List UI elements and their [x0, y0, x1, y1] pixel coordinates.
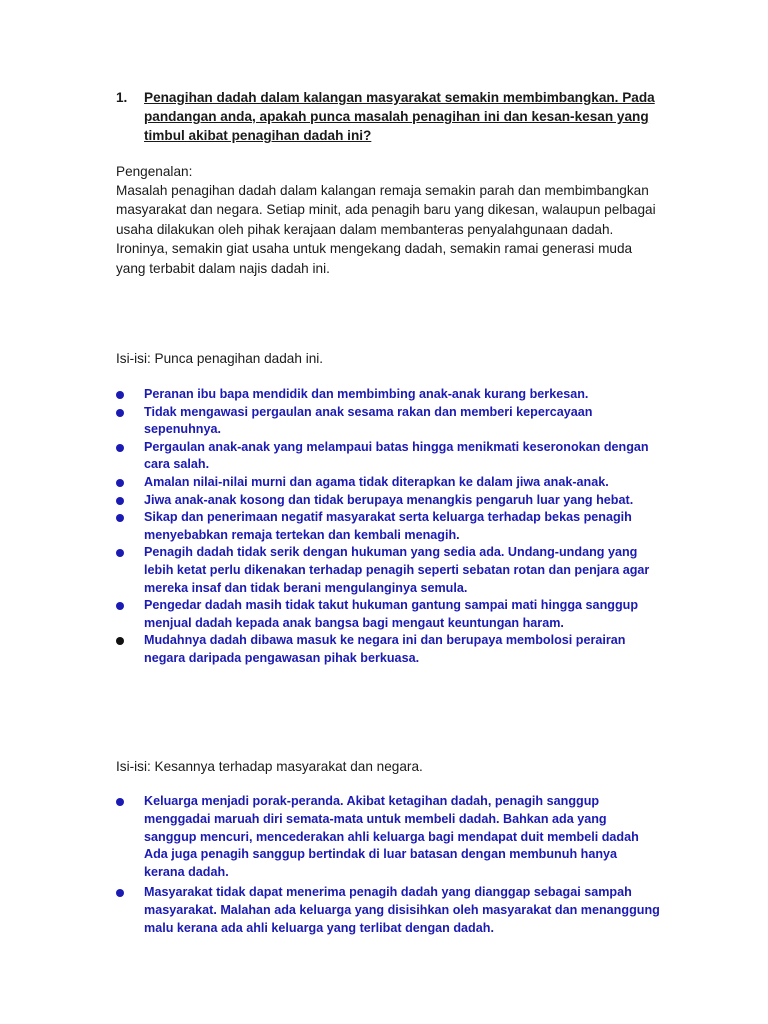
- intro-heading: Pengenalan:: [116, 164, 193, 179]
- bullet-icon: [116, 889, 124, 897]
- list-item: Jiwa anak-anak kosong dan tidak berupaya menangkis pengaruh luar yang hebat.: [116, 492, 661, 510]
- list-item: Peranan ibu bapa mendidik dan membimbing anak-anak kurang berkesan.: [116, 386, 661, 404]
- question-text: Penagihan dadah dalam kalangan masyarakat semakin membimbangkan. Pada pandangan anda, apakah punca masalah penagihan ini dan kesan-kesan yang timbul akibat penagihan dadah ini?: [144, 90, 655, 143]
- bullet-icon: [116, 444, 124, 452]
- list-item: Masyarakat tidak dapat menerima penagih dadah yang dianggap sebagai sampah masyarakat. Malahan ada keluarga yang disisihkan oleh masyarakat dan menanggung malu kerana ada ahli keluarga yang terlibat dengan dadah.: [116, 884, 661, 937]
- bullet-icon: [116, 409, 124, 417]
- bullet-icon: [116, 602, 124, 610]
- question-block: [116, 88, 676, 145]
- list-item: Amalan nilai-nilai murni dan agama tidak diterapkan ke dalam jiwa anak-anak.: [116, 474, 661, 492]
- list-item: Pengedar dadah masih tidak takut hukuman gantung sampai mati hingga sanggup menjual dadah kepada anak bangsa bagi mengaut keuntungan haram.: [116, 597, 661, 632]
- bullet-icon: [116, 637, 124, 645]
- intro-paragraph: Masalah penagihan dadah dalam kalangan remaja semakin parah dan membimbangkan masyarakat dan negara. Setiap minit, ada penagih baru yang dikesan, walaupun pelbagai usaha dilakukan oleh pihak kerajaan dalam membanteras penyalahgunaan dadah. Ironinya, semakin giat usaha untuk mengekang dadah, semakin ramai generasi muda yang terbabit dalam najis dadah ini.: [116, 183, 656, 276]
- causes-heading: Isi-isi: Punca penagihan dadah ini.: [116, 351, 324, 366]
- list-item: Sikap dan penerimaan negatif masyarakat serta keluarga terhadap bekas penagih menyebabkan remaja tertekan dan kembali menagih.: [116, 509, 661, 544]
- bullet-icon: [116, 391, 124, 399]
- list-item: Penagih dadah tidak serik dengan hukuman yang sedia ada. Undang-undang yang lebih ketat perlu dikenakan terhadap penagih seperti sebatan rotan dan penjara agar mereka insaf dan tidak berani mengulanginya semula.: [116, 544, 661, 597]
- list-item: Keluarga menjadi porak-peranda. Akibat ketagihan dadah, penagih sanggup menggadai maruah diri semata-mata untuk membeli dadah. Bahkan ada yang sanggup mencuri, mencederakan ahli keluarga bagi mendapat duit membeli dadah Ada juga penagih sanggup bertindak di luar batasan dengan membunuh hanya kerana dadah.: [116, 793, 661, 882]
- question-number: 1.: [116, 90, 128, 105]
- effects-list: [116, 793, 661, 937]
- list-item: Pergaulan anak-anak yang melampaui batas hingga menikmati keseronokan dengan cara salah.: [116, 439, 661, 474]
- list-item: Tidak mengawasi pergaulan anak sesama rakan dan memberi kepercayaan sepenuhnya.: [116, 404, 661, 439]
- causes-list: [116, 386, 661, 668]
- bullet-icon: [116, 514, 124, 522]
- effects-heading: Isi-isi: Kesannya terhadap masyarakat dan negara.: [116, 759, 423, 774]
- bullet-icon: [116, 549, 124, 557]
- bullet-icon: [116, 798, 124, 806]
- bullet-icon: [116, 497, 124, 505]
- list-item: Mudahnya dadah dibawa masuk ke negara ini dan berupaya membolosi perairan negara daripada pengawasan pihak berkuasa.: [116, 632, 661, 667]
- bullet-icon: [116, 479, 124, 487]
